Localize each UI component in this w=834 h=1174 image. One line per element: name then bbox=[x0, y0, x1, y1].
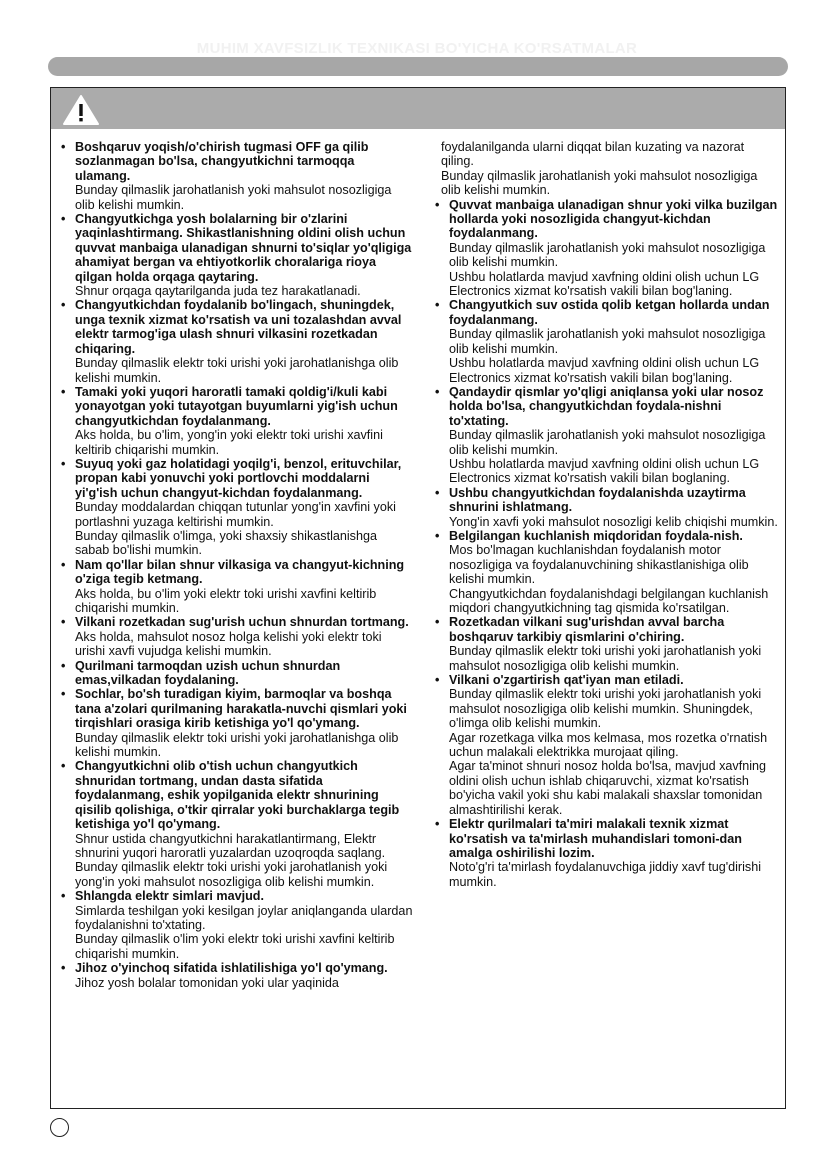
item-body: Shnur ustida changyutkichni harakatlantirmang, Elektr shnurini yuqori haroratli yuzalardan uzoqroqda saqlang. Bunday qilmaslik elektr toki urishi yoki jarohatlanish yoki yong'in yoki mahsulot nosozligiga olib kelishi mumkin. bbox=[75, 831, 388, 889]
bullet-icon: • bbox=[61, 384, 66, 399]
right-column bbox=[435, 140, 779, 889]
item-body: Simlarda teshilgan yoki kesilgan joylar aniqlanganda ulardan foydalanishni to'xtating. Bunday qilmaslik o'lim yoki elektr toki urishi xavfini keltirib chiqarishi mumkin. bbox=[75, 903, 413, 961]
item-body: Yong'in xavfi yoki mahsulot nosozligi kelib chiqishi mumkin. bbox=[449, 514, 778, 529]
page-title: MUHIM XAVFSIZLIK TEXNIKASI BO'YICHA KO'RSATMALAR bbox=[196, 40, 638, 57]
item-body: Bunday qilmaslik elektr toki urishi yoki jarohatlanishga olib kelishi mumkin. bbox=[75, 730, 399, 760]
bullet-icon: • bbox=[435, 615, 440, 630]
safety-item bbox=[435, 198, 779, 299]
safety-item bbox=[61, 759, 413, 889]
item-body: Mos bo'lmagan kuchlanishdan foydalanish motor nosozligiga va foydalanuvchining shikastlanishiga olib kelishi mumkin. Changyutkichdan foydalanishdagi belgilangan kuchlanish miqdori changyutkichning tag qismida ko'rsatilgan. bbox=[449, 543, 769, 615]
bullet-icon: • bbox=[61, 889, 66, 904]
item-body: Bunday qilmaslik jarohatlanish yoki mahsulot nosozligiga olib kelishi mumkin. bbox=[75, 183, 392, 212]
item-body: Aks holda, bu o'lim yoki elektr toki urishi xavfini keltirib chiqarishi mumkin. bbox=[75, 586, 377, 615]
left-column bbox=[61, 140, 413, 990]
item-body: Bunday qilmaslik elektr toki urishi yoki jarohatlanish yoki mahsulot nosozligiga olib kelishi mumkin. bbox=[449, 644, 762, 673]
safety-item bbox=[61, 140, 413, 212]
safety-item bbox=[61, 298, 413, 384]
item-title: Vilkani o'zgartirish qat'iyan man etiladi. bbox=[449, 673, 684, 688]
item-body: Jihoz yosh bolalar tomonidan yoki ular yaqinida bbox=[75, 975, 339, 990]
safety-item bbox=[435, 615, 779, 673]
item-body: Bunday qilmaslik jarohatlanish yoki mahsulot nosozligiga olib kelishi mumkin. Ushbu holatlarda mavjud xavfning oldini olish uchun LG Electronics xizmat ko'rsatish vakili bilan bog'laning. bbox=[449, 327, 766, 385]
item-title: Shlangda elektr simlari mavjud. bbox=[75, 889, 264, 904]
bullet-icon: • bbox=[435, 485, 440, 500]
bullet-icon: • bbox=[435, 673, 440, 688]
item-title: Changyutkich suv ostida qolib ketgan hollarda undan foydalanmang. bbox=[449, 298, 770, 327]
item-title: Changyutkichdan foydalanib bo'lingach, shuningdek, unga texnik xizmat ko'rsatish va uni tozalashdan avval elektr tarmog'iga ulash shnuri vilkasini rozetkadan chiqaring. bbox=[75, 298, 402, 356]
safety-item bbox=[61, 212, 413, 298]
bullet-icon: • bbox=[61, 658, 66, 673]
safety-item bbox=[61, 889, 413, 961]
item-body: Bunday qilmaslik jarohatlanish yoki mahsulot nosozligiga olib kelishi mumkin. Ushbu holatlarda mavjud xavfning oldini olish uchun LG Electronics xizmat ko'rsatish vakili bilan bog'laning. bbox=[449, 240, 766, 299]
item-title: Quvvat manbaiga ulanadigan shnur yoki vilka buzilgan hollarda yoki nosozligida changyut-kichdan foydalanmang. bbox=[449, 197, 778, 241]
item-title: Ushbu changyutkichdan foydalanishda uzaytirma shnurini ishlatmang. bbox=[449, 485, 746, 515]
item-body: Shnur orqaga qaytarilganda juda tez harakatlanadi. bbox=[75, 284, 361, 299]
header-bar bbox=[48, 57, 788, 76]
safety-item bbox=[435, 298, 779, 384]
continuation-text bbox=[435, 140, 779, 198]
item-body: Aks holda, bu o'lim, yong'in yoki elektr toki urishi xavfini keltirib chiqarishi mumkin. bbox=[75, 428, 383, 457]
safety-item bbox=[61, 961, 413, 990]
item-title: Rozetkadan vilkani sug'urishdan avval barcha boshqaruv tarkibiy qismlarini o'chiring. bbox=[449, 615, 725, 644]
item-body: Bunday qilmaslik jarohatlanish yoki mahsulot nosozligiga olib kelishi mumkin. Ushbu holatlarda mavjud xavfning oldini olish uchun LG Electronics xizmat ko'rsatish vakili bilan boglaning. bbox=[449, 428, 766, 486]
bullet-icon: • bbox=[435, 817, 440, 832]
item-body: foydalanilganda ularni diqqat bilan kuzating va nazorat qiling. Bunday qilmaslik jarohatlanish yoki mahsulot nosozligiga olib kelishi mumkin. bbox=[441, 140, 758, 198]
bullet-icon: • bbox=[61, 456, 66, 471]
bullet-icon: • bbox=[61, 759, 66, 774]
item-title: Nam qo'llar bilan shnur vilkasiga va changyut-kichning o'ziga tegib ketmang. bbox=[75, 557, 405, 587]
bullet-icon: • bbox=[435, 528, 440, 543]
item-title: Qandaydir qismlar yo'qligi aniqlansa yoki ular nosoz holda bo'lsa, changyutkichdan foydala-nishni to'xtating. bbox=[449, 384, 764, 428]
safety-item bbox=[61, 615, 413, 658]
warning-band bbox=[51, 88, 785, 129]
bullet-icon: • bbox=[61, 557, 66, 572]
item-body: Bunday qilmaslik elektr toki urishi yoki jarohatlanish yoki mahsulot nosozligiga olib kelishi mumkin. Shuningdek, o'limga olib kelishi mumkin. Agar rozetkaga vilka mos kelmasa, mos rozetka o'rnatish uchun malakali elektrikka murojaat qiling. Agar ta'minot shnuri nosoz holda bo'lsa, mavjud xavfning oldini olish uchun ishlab chiqaruvchi, xizmat ko'rsatish bo'yicha vakil yoki shu kabi malakali shaxslar tomonidan almashtirilishi kerak. bbox=[449, 687, 768, 817]
item-title: Changyutkichni olib o'tish uchun changyutkich shnuridan tortmang, undan dasta sifatida foydalanmang, eshik yopilganida elektr shnurining qisilib qolishiga, o'tkir qirralar yoki burchaklarga tegib ketishiga yo'l qo'ymang. bbox=[75, 759, 400, 832]
item-body: Bunday moddalardan chiqqan tutunlar yong'in xavfini yoki portlashni yuzaga keltirishi mumkin. Bunday qilmaslik o'limga, yoki shaxsiy shikastlanishga sabab bo'lishi mumkin. bbox=[75, 500, 396, 558]
warning-frame bbox=[50, 87, 786, 1109]
safety-item bbox=[435, 385, 779, 486]
item-title: Qurilmani tarmoqdan uzish uchun shnurdan emas,vilkadan foydalaning. bbox=[75, 658, 341, 688]
safety-item bbox=[61, 558, 413, 616]
item-title: Suyuq yoki gaz holatidagi yoqilg'i, benzol, erituvchilar, propan kabi yonuvchi yoki portlovchi moddalarni yi'g'ish uchun changyut-kichdan foydalanmang. bbox=[75, 456, 402, 500]
item-title: Tamaki yoki yuqori haroratli tamaki qoldig'i/kuli kabi yonayotgan yoki tutayotgan buyumlarni yig'ish uchun changyutkichdan foydalanmang. bbox=[75, 384, 398, 428]
item-title: Sochlar, bo'sh turadigan kiyim, barmoqlar va boshqa tana a'zolari qurilmaning harakatla-nuvchi qismlari yoki tirqishlari orasiga kirib ketishiga yo'l qo'ymang. bbox=[75, 687, 407, 731]
item-title: Changyutkichga yosh bolalarning bir o'zlarini yaqinlashtirmang. Shikastlanishning oldini olish uchun quvvat manbaiga ulanadigan shnurni to'siqlar yo'qligiga ahamiyat bergan va ehtiyotkorlik choralariga rioya qilgan holda orqaga qaytaring. bbox=[75, 212, 412, 284]
safety-item bbox=[61, 457, 413, 558]
bullet-icon: • bbox=[435, 298, 440, 313]
item-title: Belgilangan kuchlanish miqdoridan foydala-nish. bbox=[449, 528, 743, 543]
safety-item bbox=[435, 817, 779, 889]
item-body: Aks holda, mahsulot nosoz holga kelishi yoki elektr toki urishi xavfi vujudga kelishi mumkin. bbox=[75, 629, 382, 659]
safety-item bbox=[435, 673, 779, 817]
bullet-icon: • bbox=[435, 384, 440, 399]
bullet-icon: • bbox=[61, 961, 66, 976]
bullet-icon: • bbox=[61, 615, 66, 630]
safety-item bbox=[61, 385, 413, 457]
bullet-icon: • bbox=[435, 197, 440, 212]
bullet-icon: • bbox=[61, 687, 66, 702]
safety-item bbox=[61, 687, 413, 759]
bullet-icon: • bbox=[61, 298, 66, 313]
warning-triangle-icon bbox=[62, 94, 100, 126]
item-title: Elektr qurilmalari ta'miri malakali texnik xizmat ko'rsatish va ta'mirlash muhandislari tomoni-dan amalga oshirilishi lozim. bbox=[449, 817, 742, 860]
item-title: Jihoz o'yinchoq sifatida ishlatilishiga yo'l qo'ymang. bbox=[75, 961, 388, 976]
item-title: Boshqaruv yoqish/o'chirish tugmasi OFF ga qilib sozlanmagan bo'lsa, changyutkichni tarmoqqa ulamang. bbox=[75, 140, 369, 183]
bullet-icon: • bbox=[61, 212, 66, 227]
page-number-circle bbox=[50, 1118, 69, 1137]
safety-item bbox=[61, 659, 413, 688]
item-title: Vilkani rozetkadan sug'urish uchun shnurdan tortmang. bbox=[75, 615, 409, 630]
bullet-icon: • bbox=[61, 140, 66, 154]
item-body: Bunday qilmaslik elektr toki urishi yoki jarohatlanishga olib kelishi mumkin. bbox=[75, 356, 399, 385]
item-body: Noto'g'ri ta'mirlash foydalanuvchiga jiddiy xavf tug'dirishi mumkin. bbox=[449, 860, 762, 889]
safety-item bbox=[435, 529, 779, 615]
safety-item bbox=[435, 486, 779, 529]
